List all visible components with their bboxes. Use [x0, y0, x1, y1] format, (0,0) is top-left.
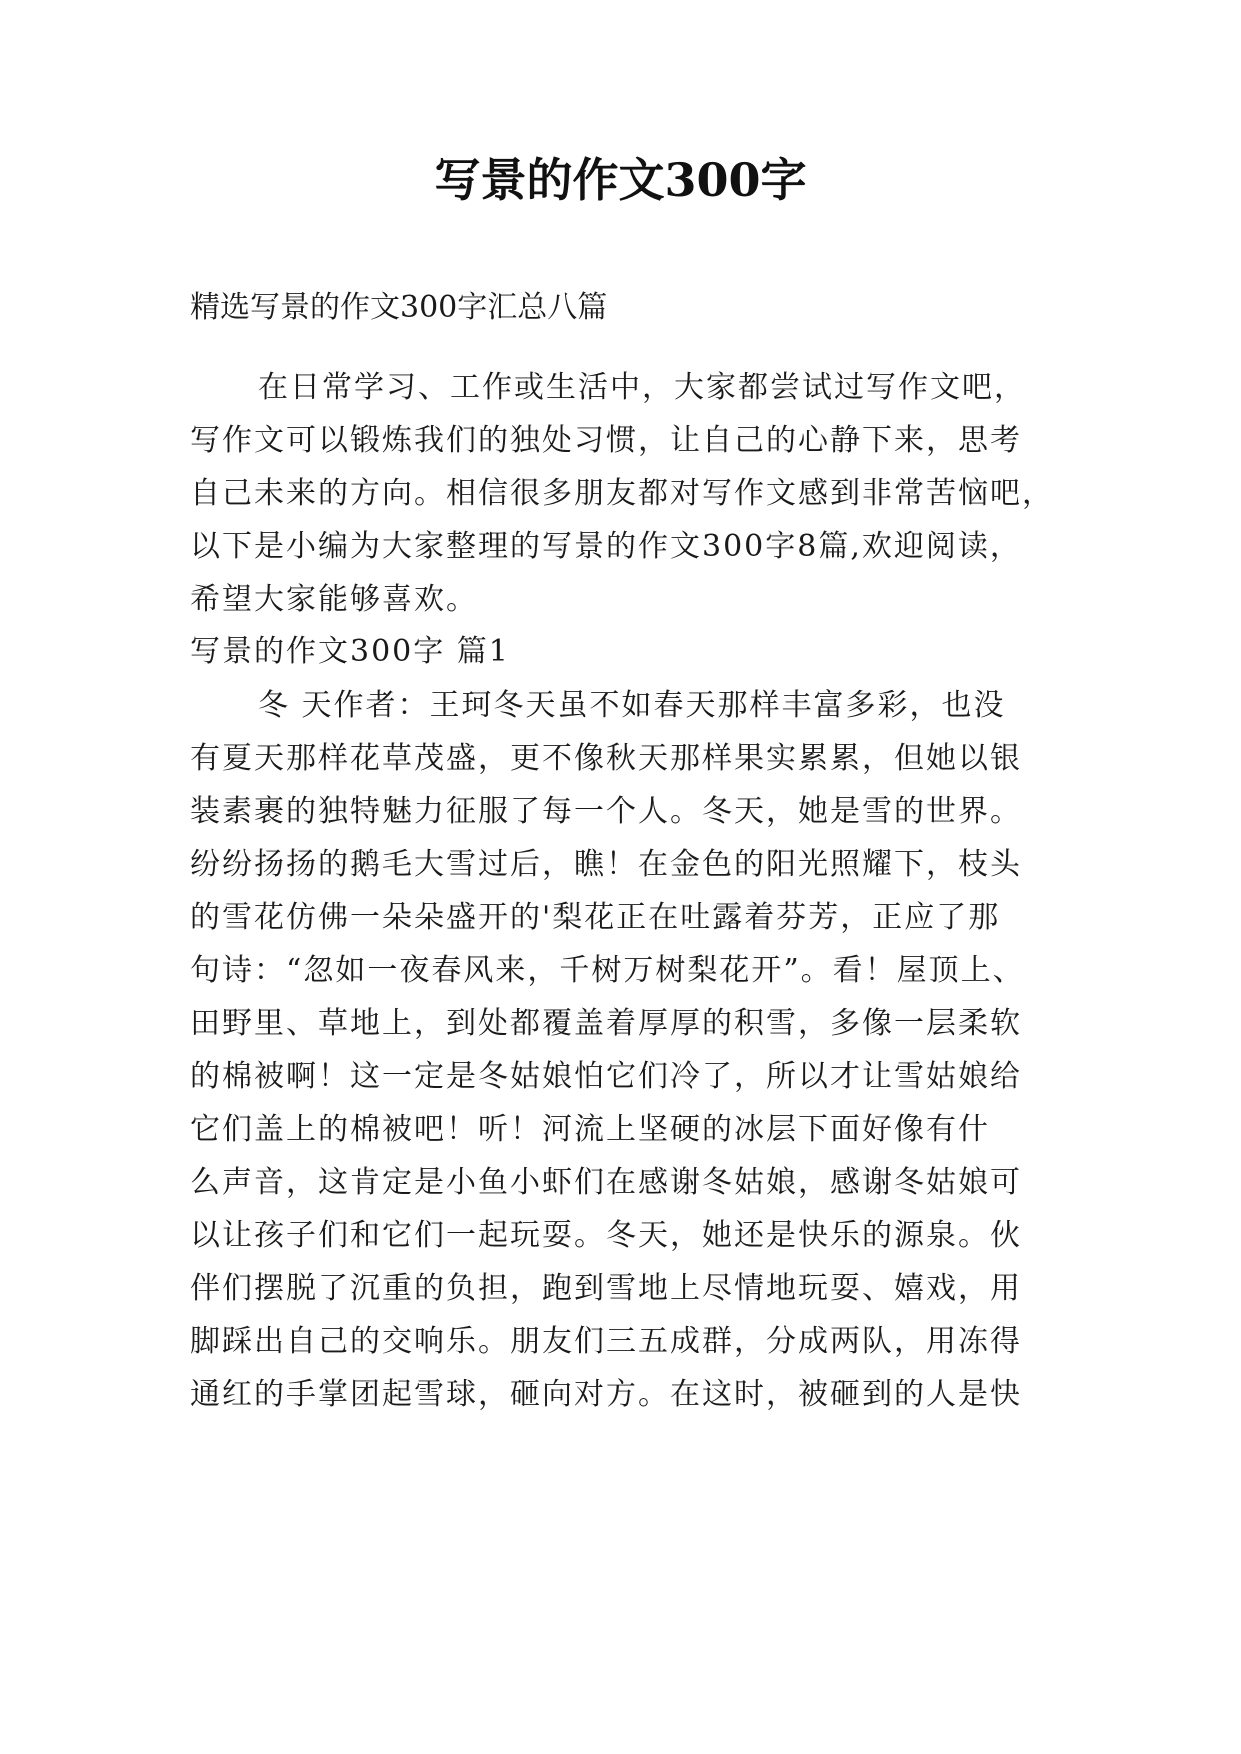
body-line: 有夏天那样花草茂盛，更不像秋天那样果实累累，但她以银: [190, 741, 1022, 776]
body-line: 么声音，这肯定是小鱼小虾们在感谢冬姑娘，感谢冬姑娘可: [190, 1165, 1022, 1200]
body-line: 田野里、草地上，到处都覆盖着厚厚的积雪，多像一层柔软: [190, 1006, 1022, 1041]
body-line: 冬 天作者：王珂冬天虽不如春天那样丰富多彩，也没: [258, 688, 1006, 723]
body-line: 的棉被啊！这一定是冬姑娘怕它们冷了，所以才让雪姑娘给: [190, 1059, 1022, 1094]
body-line: 脚踩出自己的交响乐。朋友们三五成群，分成两队，用冻得: [190, 1324, 1022, 1359]
body-line: 的雪花仿佛一朵朵盛开的'梨花正在吐露着芬芳，正应了那: [190, 900, 1001, 935]
intro-line: 希望大家能够喜欢。: [190, 582, 478, 617]
intro-line: 以下是小编为大家整理的写景的作文300字8篇,欢迎阅读，: [190, 529, 1022, 564]
body-line: 通红的手掌团起雪球，砸向对方。在这时，被砸到的人是快: [190, 1377, 1022, 1412]
body-line: 伴们摆脱了沉重的负担，跑到雪地上尽情地玩耍、嬉戏，用: [190, 1271, 1022, 1306]
document-subtitle: 精选写景的作文300字汇总八篇: [190, 290, 608, 325]
intro-line: 在日常学习、工作或生活中，大家都尝试过写作文吧，: [258, 370, 1026, 405]
body-line: 装素裹的独特魅力征服了每一个人。冬天，她是雪的世界。: [190, 794, 1022, 829]
page-title: 写景的作文300字: [434, 153, 807, 207]
body-line: 纷纷扬扬的鹅毛大雪过后，瞧！在金色的阳光照耀下，枝头: [190, 847, 1022, 882]
section-heading: 写景的作文300字 篇1: [190, 634, 510, 669]
body-line: 句诗：“忽如一夜春风来，千树万树梨花开”。看！屋顶上、: [190, 953, 1025, 988]
body-line: 它们盖上的棉被吧！听！河流上坚硬的冰层下面好像有什: [190, 1112, 990, 1147]
body-line: 以让孩子们和它们一起玩耍。冬天，她还是快乐的源泉。伙: [190, 1218, 1022, 1253]
intro-line: 写作文可以锻炼我们的独处习惯，让自己的心静下来，思考: [190, 423, 1022, 458]
intro-line: 自己未来的方向。相信很多朋友都对写作文感到非常苦恼吧，: [190, 476, 1054, 511]
